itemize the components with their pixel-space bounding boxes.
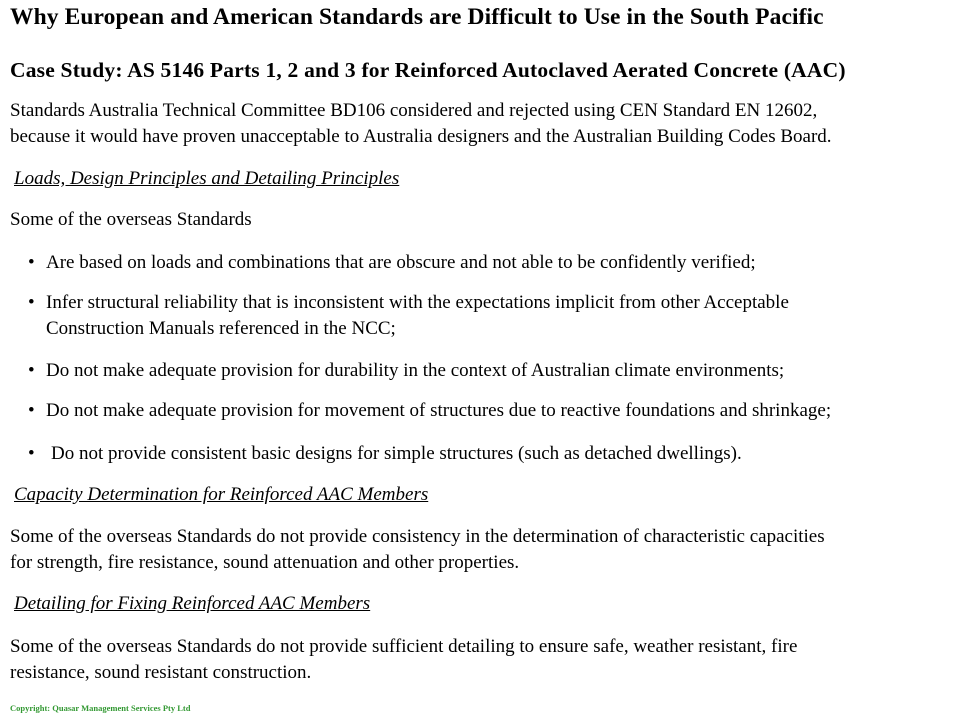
page-subtitle: Case Study: AS 5146 Parts 1, 2 and 3 for Reinforced Autoclaved Aerated Concrete (AAC) (10, 58, 846, 82)
intro-line-2: because it would have proven unacceptable to Australia designers and the Australian Building Codes Board. (10, 126, 832, 147)
bullet-item (28, 441, 948, 467)
bullet-text-continued: Construction Manuals referenced in the NCC; (46, 318, 396, 339)
section-heading-capacity: Capacity Determination for Reinforced AAC Members (14, 484, 429, 505)
intro-line-1: Standards Australia Technical Committee BD106 considered and rejected using CEN Standard EN 12602, (10, 100, 818, 121)
bullet-dot: • (28, 443, 35, 464)
bullet-text: Do not make adequate provision for movement of structures due to reactive foundations and shrinkage; (46, 400, 832, 421)
copyright-notice: Copyright: Quasar Management Services Pty Ltd (10, 703, 191, 713)
capacity-line-1: Some of the overseas Standards do not provide consistency in the determination of characteristic capacities (10, 526, 825, 547)
bullet-dot: • (28, 360, 35, 381)
detailing-line-1: Some of the overseas Standards do not provide sufficient detailing to ensure safe, weather resistant, fire (10, 636, 798, 657)
capacity-line-2: for strength, fire resistance, sound attenuation and other properties. (10, 552, 520, 573)
bullet-text: Do not provide consistent basic designs for simple structures (such as detached dwellings). (51, 443, 742, 464)
bullet-item (28, 290, 948, 342)
section-heading-detailing: Detailing for Fixing Reinforced AAC Members (14, 593, 371, 614)
bullet-item (28, 398, 948, 424)
bullet-text: Infer structural reliability that is inconsistent with the expectations implicit from other Acceptable (46, 292, 789, 313)
bullet-dot: • (28, 292, 35, 313)
bullet-item (28, 250, 948, 276)
bullet-dot: • (28, 400, 35, 421)
section-heading-loads: Loads, Design Principles and Detailing Principles (14, 168, 400, 189)
section-lead: Some of the overseas Standards (10, 209, 252, 230)
bullet-text: Are based on loads and combinations that are obscure and not able to be confidently verified; (46, 252, 756, 273)
page-title: Why European and American Standards are Difficult to Use in the South Pacific (10, 4, 824, 30)
bullet-dot: • (28, 252, 35, 273)
bullet-item (28, 358, 948, 384)
bullet-text: Do not make adequate provision for durability in the context of Australian climate environments; (46, 360, 785, 381)
detailing-line-2: resistance, sound resistant construction. (10, 662, 312, 683)
